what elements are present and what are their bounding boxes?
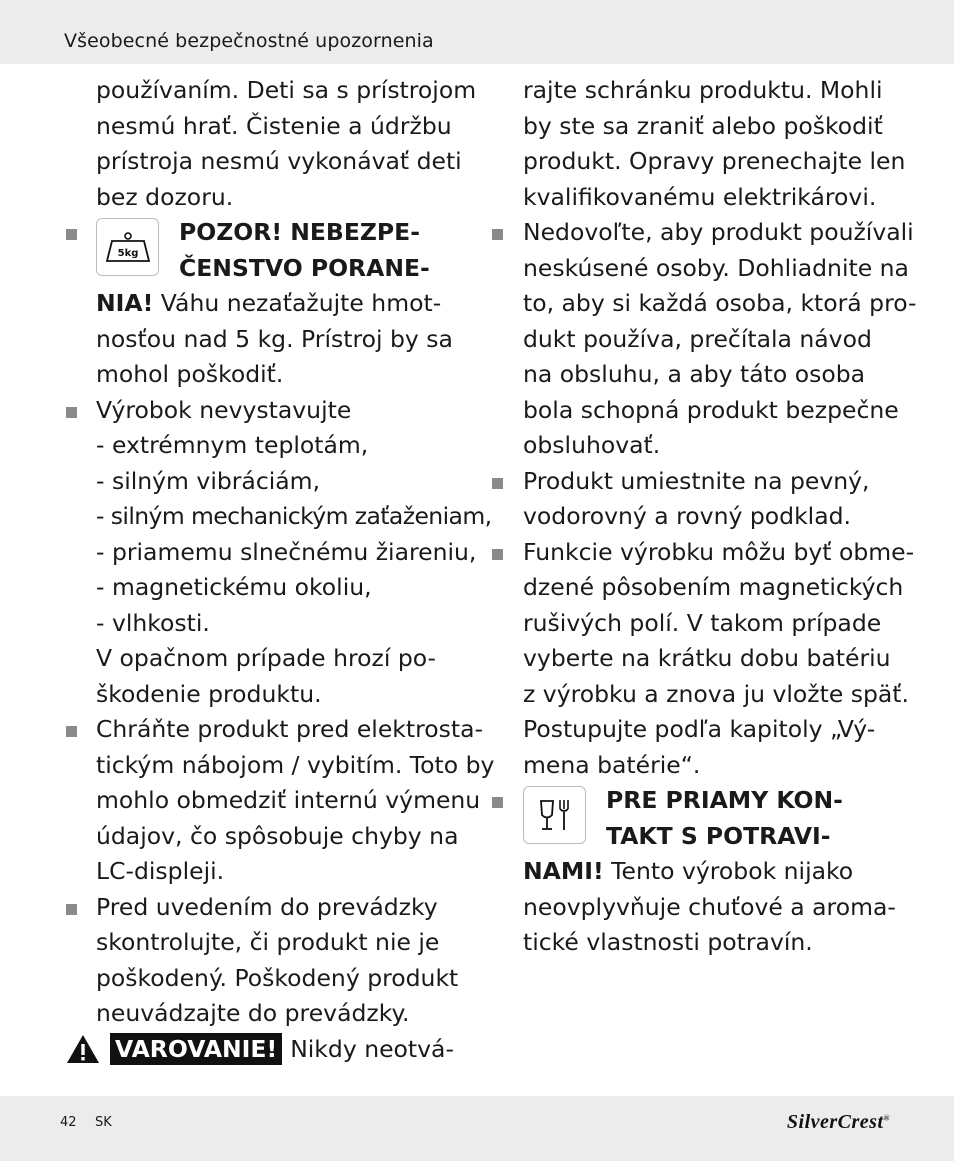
varovanie-text: Nikdy neotvá-: [290, 1034, 454, 1063]
food-contact-title: PRE PRIAMY KON- TAKT S POTRAVI-: [606, 786, 843, 850]
language-code: SK: [95, 1115, 112, 1130]
static-discharge-item: Chráňte produkt pred elektrosta- tickým nábojom / vybitím. Toto by mohlo obmedziť internú výmenu údajov, čo spôsobuje chyby na LC-displeji.: [96, 712, 486, 890]
varovanie-label: VAROVANIE!: [110, 1033, 282, 1065]
brand-logo: SilverCrest®: [786, 1111, 890, 1133]
food-contact-item: PRE PRIAMY KON- TAKT S POTRAVI- NAMI! Tento výrobok nijako neovplyvňuje chuťové a aroma- tické vlastnosti potravín.: [523, 783, 903, 961]
warning-triangle-icon: [66, 1034, 100, 1064]
continued-paragraph: používaním. Deti sa s prístrojom nesmú hrať. Čistenie a údržbu prístroja nesmú vykonávať deti bez dozoru.: [96, 76, 477, 211]
food-safe-glass-fork-icon: [523, 786, 586, 844]
page-number: 42: [60, 1115, 77, 1130]
svg-text:5kg: 5kg: [117, 248, 138, 259]
continued-paragraph-right: rajte schránku produktu. Mohli by ste sa zraniť alebo poškodiť produkt. Opravy prenechajte len kvalifikovanému elektrikárovi.: [523, 76, 906, 211]
weight-warning-title: POZOR! NEBEZPE- ČENSTVO PORANE-: [179, 218, 430, 282]
surface-item: Produkt umiestnite na pevný, vodorovný a rovný podklad.: [523, 464, 903, 535]
left-column: [96, 73, 495, 1067]
weight-icon: [96, 218, 159, 276]
weight-warning-item: 5kg POZOR! NEBEZPE- ČENSTVO PORANE- NIA! Váhu nezaťažujte hmot- nosťou nad 5 kg. Prístroj by sa mohol poškodiť.: [96, 215, 486, 393]
right-column: [523, 73, 917, 961]
exposure-item: Výrobok nevystavujte - extrémnym teplotám, - silným vibráciám, - silným mechanickým zaťaženiam, - priamemu slnečnému žiareniu, - magnetickému okoliu, - vlhkosti. V opačnom prípade hrozí po- škodenie produktu.: [96, 393, 486, 713]
magnetic-fields-item: Funkcie výrobku môžu byť obme- dzené pôsobením magnetických rušivých polí. V takom prípade vyberte na krátku dobu batériu z výrobku a znova ju vložte späť. Postupujte podľa kapitoly „Vý- mena batérie“.: [523, 535, 903, 784]
damage-check-item: Pred uvedením do prevádzky skontrolujte, či produkt nie je poškodený. Poškodený produkt neuvádzajte do prevádzky.: [96, 890, 486, 1032]
inexperienced-users-item: Nedovoľte, aby produkt používali neskúsené osoby. Dohliadnite na to, aby si každá osoba, ktorá pro- dukt používa, prečítala návod na obsluhu, a aby táto osoba bola schopná produkt bezpečne obsluhovať.: [523, 215, 903, 464]
page-header-title: Všeobecné bezpečnostné upozornenia: [64, 30, 434, 52]
varovanie-warning: [66, 1032, 486, 1068]
